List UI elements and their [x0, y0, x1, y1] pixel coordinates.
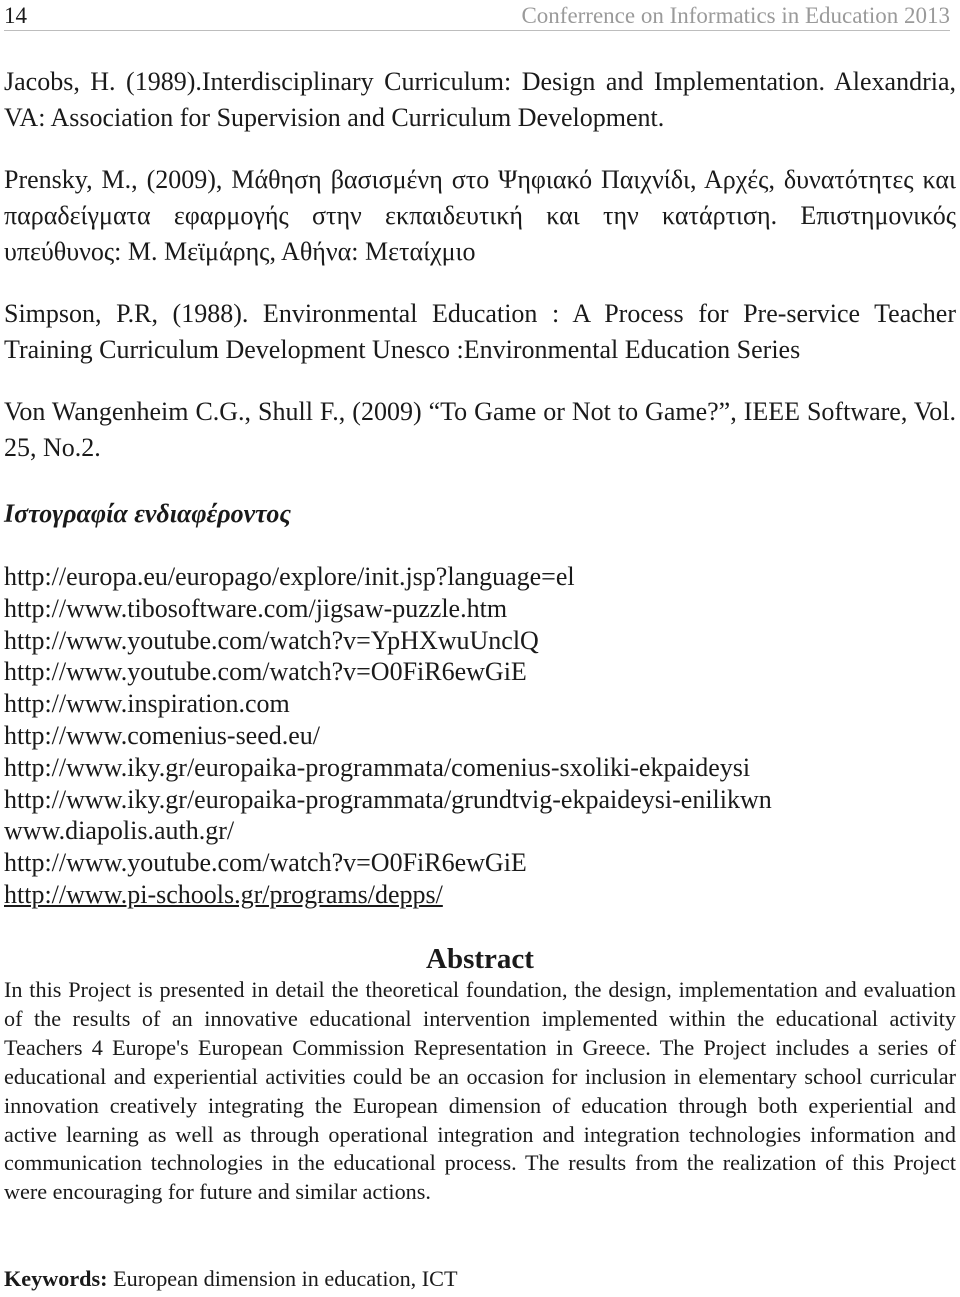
link-list — [4, 561, 956, 911]
keywords-label: Keywords: — [4, 1266, 108, 1291]
reference-list — [4, 64, 956, 492]
page-number: 14 — [4, 3, 27, 28]
link-item[interactable]: http://www.iky.gr/europaika-programmata/comenius-sxoliki-ekpaideysi — [4, 752, 751, 782]
link-item[interactable]: http://www.youtube.com/watch?v=O0FiR6ewGiE — [4, 657, 527, 687]
link-item-underlined[interactable]: http://www.pi-schools.gr/programs/depps/ — [4, 879, 443, 909]
reference-entry: Von Wangenheim C.G., Shull F., (2009) “To Game or Not to Game?”, IEEE Software, Vol. 25, No.2. — [4, 397, 956, 462]
conference-title: Conferrence on Informatics in Education 2013 — [521, 3, 950, 28]
link-item[interactable]: http://www.youtube.com/watch?v=O0FiR6ewGiE — [4, 848, 527, 878]
reference-entry: Prensky, M., (2009), Μάθηση βασισμένη στο Ψηφιακό Παιχνίδι, Αρχές, δυνατότητες και παραδείγματα εφαρμογής στην εκπαιδευτική και την κατάρτιση. Επιστημονικός υπεύθυνος: Μ. Μεϊμάρης, Αθήνα: Μεταίχμιο — [4, 165, 956, 266]
link-item[interactable]: http://www.comenius-seed.eu/ — [4, 720, 321, 750]
abstract-text: In this Project is presented in detail the theoretical foundation, the design, implementation and evaluation of the results of an innovative educational intervention implemented within the educational activity Teachers 4 Europe's European Commission Representation in Greece. The Project includes a series of educational and experiential activities could be an occasion for inclusion in elementary school curricular innovation creatively integrating the European dimension of education through both experiential and active learning as well as through operational integration and integration technologies information and communication technologies in the educational process. The results from the realization of this Project were encouraging for future and similar actions. — [4, 977, 956, 1205]
link-item[interactable]: http://www.youtube.com/watch?v=YpHXwuUnclQ — [4, 625, 539, 655]
abstract-heading: Abstract — [426, 943, 534, 975]
link-item[interactable]: http://www.inspiration.com — [4, 689, 290, 719]
link-item[interactable]: http://www.iky.gr/europaika-programmata/grundtvig-ekpaideysi-enilikwn — [4, 784, 772, 814]
link-item[interactable]: www.diapolis.auth.gr/ — [4, 816, 235, 846]
reference-entry: Jacobs, H. (1989).Interdisciplinary Curriculum: Design and Implementation. Alexandria, VA: Association for Supervision and Curriculum Development. — [4, 67, 956, 132]
link-item[interactable]: http://www.tibosoftware.com/jigsaw-puzzle.htm — [4, 593, 508, 623]
keywords-line — [4, 1264, 458, 1294]
reference-entry: Simpson, P.R, (1988). Environmental Education : A Process for Pre-service Teacher Training Curriculum Development Unesco :Environmental Education Series — [4, 299, 956, 364]
section-heading: Ιστογραφία ενδιαφέροντος — [4, 499, 291, 528]
link-item[interactable]: http://europa.eu/europago/explore/init.jsp?language=el — [4, 562, 575, 591]
keywords-value: European dimension in education, ICT — [107, 1266, 458, 1291]
running-header — [4, 0, 950, 31]
